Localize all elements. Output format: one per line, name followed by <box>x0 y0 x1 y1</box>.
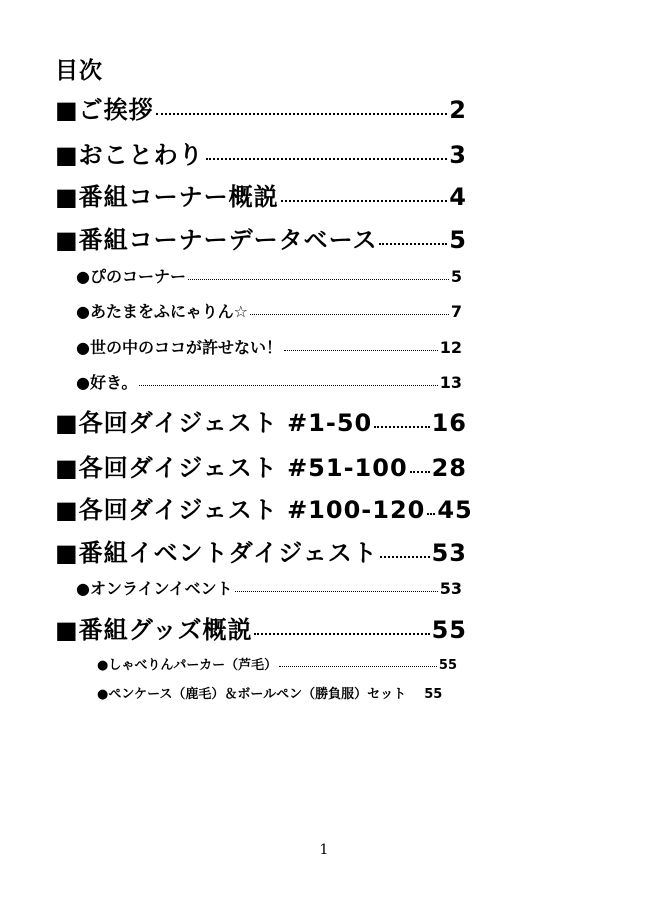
toc-entry-page: 12 <box>439 338 462 357</box>
dot-leader <box>206 158 448 160</box>
dot-leader <box>281 200 448 202</box>
toc-entry-suki[interactable] <box>76 370 462 393</box>
dot-leader <box>379 243 447 245</box>
toc-entry-page: 3 <box>449 141 467 169</box>
toc-entry-page: 4 <box>449 183 467 211</box>
toc-entry-event-digest[interactable] <box>55 533 467 568</box>
toc-entry-page: 5 <box>450 267 462 286</box>
toc-entry-label: ■おことわり <box>55 141 204 169</box>
toc-entry-page: 7 <box>450 302 462 321</box>
dot-leader <box>139 385 437 386</box>
dot-leader <box>427 513 435 515</box>
toc-entry-goods-overview[interactable] <box>55 610 467 645</box>
toc-entry-digest-100-120[interactable] <box>55 490 473 525</box>
dot-leader <box>235 591 438 592</box>
toc-entry-page: 16 <box>431 409 467 437</box>
toc-entry-page: 5 <box>449 226 467 254</box>
toc-entry-label: ■各回ダイジェスト #51-100 <box>55 454 408 482</box>
toc-entry-page: 53 <box>439 579 462 598</box>
toc-entry-pencase-set[interactable] <box>97 683 442 702</box>
toc-entry-label: ●オンラインイベント <box>76 579 233 598</box>
toc-entry-corner-overview[interactable] <box>55 177 467 212</box>
toc-entry-label: ■番組コーナーデータベース <box>55 226 378 254</box>
toc-entry-greeting[interactable] <box>55 90 467 125</box>
toc-entry-label: ●あたまをふにゃりん☆ <box>76 302 248 321</box>
toc-entry-pino-corner[interactable] <box>76 264 462 287</box>
toc-entry-label: ●ペンケース（鹿毛）＆ボールペン（勝負服）セット <box>97 687 407 702</box>
toc-entry-label: ●しゃべりんパーカー（芦毛） <box>97 658 278 673</box>
toc-title: 目次 <box>55 58 103 84</box>
dot-leader <box>279 666 437 667</box>
toc-entry-atama-funyarin[interactable] <box>76 299 462 322</box>
toc-entry-label: ■各回ダイジェスト #1-50 <box>55 409 373 437</box>
dot-leader <box>188 279 449 280</box>
toc-entry-label: ■番組コーナー概説 <box>55 183 279 211</box>
page-number: 1 <box>319 842 329 858</box>
toc-entry-disclaimer[interactable] <box>55 135 467 170</box>
toc-entry-label: ■各回ダイジェスト #100-120 <box>55 496 426 524</box>
toc-entry-digest-1-50[interactable] <box>55 403 467 438</box>
toc-entry-page: 28 <box>431 454 467 482</box>
toc-entry-page: 53 <box>431 539 467 567</box>
toc-entry-label: ■番組グッズ概説 <box>55 616 253 644</box>
toc-entry-page: 2 <box>449 96 467 124</box>
dot-leader <box>156 113 448 115</box>
toc-entry-page: 55 <box>424 687 443 702</box>
toc-entry-digest-51-100[interactable] <box>55 448 467 483</box>
dot-leader <box>284 350 438 351</box>
toc-entry-label: ●世の中のココが許せない！ <box>76 338 282 357</box>
dot-leader <box>250 314 449 315</box>
toc-entry-online-event[interactable] <box>76 576 462 599</box>
toc-entry-page: 13 <box>439 373 462 392</box>
toc-entry-corner-database[interactable] <box>55 220 467 255</box>
toc-entry-label: ●ぴのコーナー <box>76 267 186 286</box>
toc-entry-yononaka[interactable] <box>76 335 462 358</box>
dot-leader <box>254 633 429 635</box>
toc-entry-label: ■ご挨拶 <box>55 96 154 124</box>
dot-leader <box>410 471 430 473</box>
toc-entry-label: ■番組イベントダイジェスト <box>55 539 378 567</box>
toc-entry-page: 45 <box>437 496 473 524</box>
toc-entry-label: ●好き。 <box>76 373 138 392</box>
dot-leader <box>374 426 429 428</box>
toc-entry-page: 55 <box>438 658 457 673</box>
toc-entry-parka[interactable] <box>97 654 457 673</box>
dot-leader <box>380 556 430 558</box>
toc-entry-page: 55 <box>431 616 467 644</box>
